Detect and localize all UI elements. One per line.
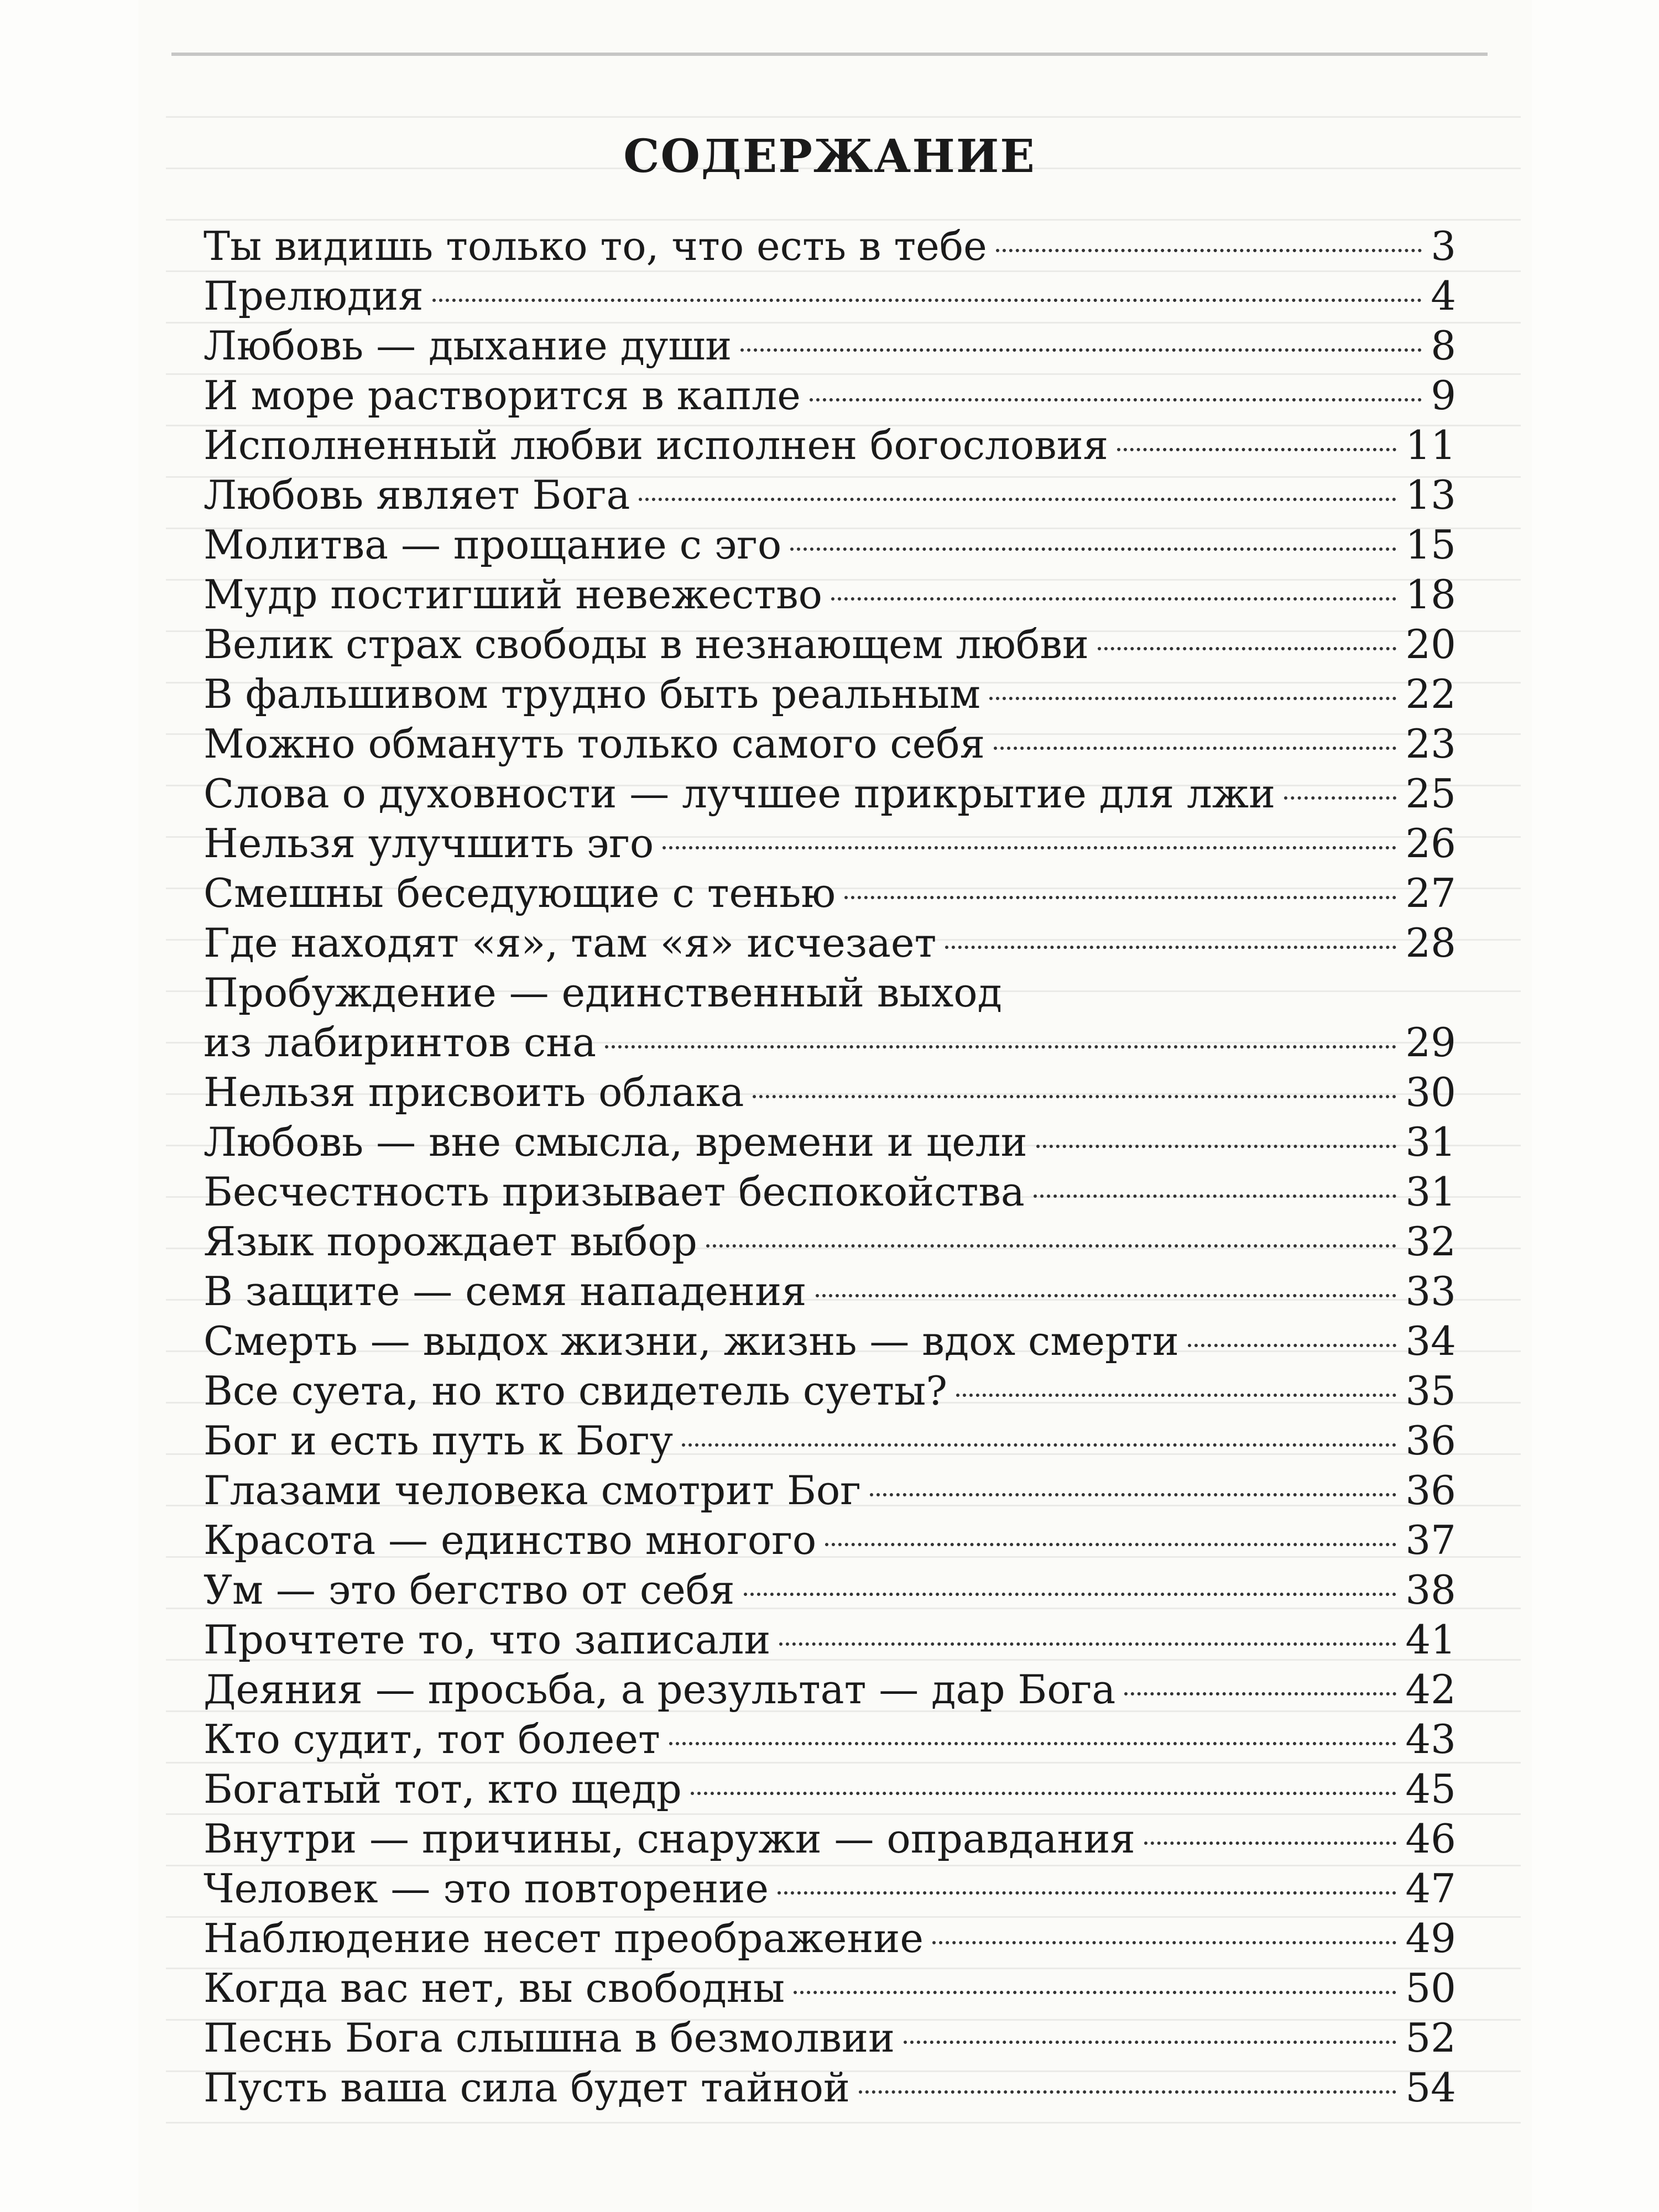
toc-entry-page: 11	[1405, 422, 1456, 468]
dot-leader	[870, 1493, 1396, 1496]
toc-entry-title: Можно обмануть только самого себя	[204, 721, 985, 767]
toc-entry-page: 8	[1431, 322, 1456, 369]
toc-entry-title: Человек — это повторение	[204, 1865, 769, 1912]
dot-leader	[790, 547, 1396, 551]
toc-entry-title: Все суета, но кто свидетель суеты?	[204, 1368, 947, 1414]
toc-entry	[204, 1615, 1456, 1665]
dot-leader	[904, 2041, 1396, 2044]
toc-entry-title: Мудр постигший невежество	[204, 571, 823, 618]
toc-entry-page: 13	[1405, 472, 1456, 518]
toc-entry	[204, 371, 1456, 420]
dot-leader	[1117, 448, 1396, 451]
toc-entry	[204, 1515, 1456, 1565]
toc-entry-page: 38	[1405, 1567, 1456, 1613]
dot-leader	[662, 846, 1396, 849]
toc-entry-title: Любовь — вне смысла, времени и цели	[204, 1119, 1027, 1165]
toc-entry-page: 29	[1405, 1019, 1456, 1066]
dot-leader	[605, 1045, 1396, 1048]
toc-entry-title: Наблюдение несет преображение	[204, 1915, 924, 1961]
toc-entry-title: Глазами человека смотрит Бог	[204, 1467, 861, 1514]
dot-leader	[669, 1742, 1397, 1745]
toc-entry-title: Внутри — причины, снаружи — оправдания	[204, 1815, 1135, 1862]
toc-entry	[204, 221, 1456, 271]
toc-entry	[204, 1864, 1456, 1913]
dot-leader	[794, 1991, 1396, 1994]
toc-entry-page: 15	[1405, 521, 1456, 568]
toc-entry	[204, 818, 1456, 868]
dot-leader	[859, 2090, 1396, 2094]
toc-entry-title: Богатый тот, кто щедр	[204, 1766, 682, 1812]
toc-entry-title: И море растворится в капле	[204, 372, 801, 419]
toc-entry	[204, 1416, 1456, 1465]
toc-entry-page: 34	[1405, 1318, 1456, 1364]
toc-entry-title: Смешны беседующие с тенью	[204, 870, 836, 916]
toc-entry-page: 25	[1405, 770, 1456, 817]
dot-leader	[744, 1593, 1397, 1596]
toc-entry-page: 32	[1405, 1218, 1456, 1265]
toc-entry	[204, 1665, 1456, 1714]
dot-leader	[989, 697, 1396, 700]
toc-entry-title: Песнь Бога слышна в безмолвии	[204, 2015, 895, 2061]
toc-entry-title: Где находят «я», там «я» исчезает	[204, 920, 937, 966]
toc-entry-page: 37	[1405, 1517, 1456, 1563]
toc-entry-page: 41	[1405, 1616, 1456, 1663]
dot-leader	[816, 1294, 1397, 1297]
toc-entry	[204, 570, 1456, 619]
toc-entry	[204, 1117, 1456, 1167]
toc-entry-title: Любовь — дыхание души	[204, 322, 732, 369]
dot-leader	[706, 1244, 1397, 1248]
toc-entry	[204, 1963, 1456, 2013]
toc-entry	[204, 1465, 1456, 1515]
toc-entry	[204, 1913, 1456, 1963]
dot-leader	[778, 1891, 1396, 1895]
dot-leader	[1098, 647, 1397, 650]
dot-leader	[996, 249, 1422, 252]
toc-entry	[204, 1217, 1456, 1266]
dot-leader	[810, 398, 1422, 401]
toc-entry-page: 28	[1405, 920, 1456, 966]
toc-entry	[204, 968, 1456, 1018]
toc-entry-page: 49	[1405, 1915, 1456, 1961]
toc-entry-title: Деяния — просьба, а результат — дар Бога	[204, 1666, 1116, 1713]
toc-entry-page: 30	[1405, 1069, 1456, 1115]
toc-entry-page: 3	[1431, 223, 1456, 269]
toc-entry-page: 45	[1405, 1766, 1456, 1812]
toc-entry-page: 33	[1405, 1268, 1456, 1314]
toc-entry	[204, 868, 1456, 918]
toc-entry-title: Слова о духовности — лучшее прикрытие для лжи	[204, 770, 1276, 817]
toc-entry-title: В защите — семя нападения	[204, 1268, 807, 1314]
toc-entry	[204, 669, 1456, 719]
toc-entry-page: 31	[1405, 1119, 1456, 1165]
toc-entry-title: Нельзя улучшить эго	[204, 820, 654, 867]
toc-entry-page: 31	[1405, 1168, 1456, 1215]
dot-leader	[639, 498, 1396, 501]
toc-entry	[204, 2063, 1456, 2112]
dot-leader	[1284, 796, 1396, 800]
header-rule	[171, 53, 1488, 56]
toc-entry-title: Исполненный любви исполнен богословия	[204, 422, 1109, 468]
dot-leader	[994, 747, 1396, 750]
dot-leader	[956, 1394, 1396, 1397]
toc-entry-page: 36	[1405, 1417, 1456, 1464]
dot-leader	[831, 597, 1396, 601]
toc-entry-title: Прелюдия	[204, 273, 424, 319]
toc-entry-title: Язык порождает выбор	[204, 1218, 697, 1265]
toc-entry	[204, 520, 1456, 570]
dot-leader	[945, 946, 1396, 949]
toc-entry-title: Смерть — выдох жизни, жизнь — вдох смерти	[204, 1318, 1179, 1364]
toc-entry	[204, 918, 1456, 968]
toc-entry	[204, 619, 1456, 669]
toc-entry-title: Прочтете то, что записали	[204, 1616, 771, 1663]
toc-entry-page: 47	[1405, 1865, 1456, 1912]
toc-entry-page: 35	[1405, 1368, 1456, 1414]
toc-entry	[204, 1067, 1456, 1117]
toc-entry	[204, 1018, 1456, 1067]
toc-entry	[204, 1316, 1456, 1366]
toc-entry	[204, 470, 1456, 520]
toc-entry	[204, 719, 1456, 769]
toc-entry	[204, 1366, 1456, 1416]
toc-entry-title: Бесчестность призывает беспокойства	[204, 1168, 1025, 1215]
dot-leader	[432, 299, 1422, 302]
toc-entry	[204, 1167, 1456, 1217]
toc-entry	[204, 1764, 1456, 1814]
toc-entry-page: 42	[1405, 1666, 1456, 1713]
toc-entry	[204, 271, 1456, 321]
toc-entry-title: Велик страх свободы в незнающем любви	[204, 621, 1089, 667]
dot-leader	[691, 1792, 1397, 1795]
toc-entry-page: 18	[1405, 571, 1456, 618]
toc-entry-title: Бог и есть путь к Богу	[204, 1417, 674, 1464]
toc-entry	[204, 1565, 1456, 1615]
toc-entry-title: Пусть ваша сила будет тайной	[204, 2064, 850, 2111]
toc-entry	[204, 1814, 1456, 1864]
dot-leader	[753, 1095, 1396, 1098]
dot-leader	[1188, 1344, 1397, 1347]
toc-entry-page: 36	[1405, 1467, 1456, 1514]
toc-entry-page: 50	[1405, 1965, 1456, 2011]
toc-entry-title: из лабиринтов сна	[204, 1019, 597, 1066]
toc-entry-page: 46	[1405, 1815, 1456, 1862]
table-of-contents	[204, 221, 1456, 2112]
toc-entry-title: Молитва — прощание с эго	[204, 521, 782, 568]
toc-entry-page: 4	[1431, 273, 1456, 319]
toc-entry-title: Нельзя присвоить облака	[204, 1069, 744, 1115]
toc-entry	[204, 769, 1456, 818]
toc-entry-title: Красота — единство многого	[204, 1517, 817, 1563]
toc-entry-title: Пробуждение — единственный выход	[204, 969, 1002, 1016]
toc-entry-title: Когда вас нет, вы свободны	[204, 1965, 785, 2011]
dot-leader	[825, 1543, 1396, 1546]
dot-leader	[844, 896, 1396, 899]
toc-entry-page: 23	[1405, 721, 1456, 767]
toc-title: СОДЕРЖАНИЕ	[623, 130, 1036, 183]
toc-entry	[204, 1714, 1456, 1764]
toc-entry-page: 9	[1431, 372, 1456, 419]
toc-entry-page: 27	[1405, 870, 1456, 916]
toc-entry	[204, 1266, 1456, 1316]
dot-leader	[1034, 1194, 1397, 1198]
toc-entry	[204, 2013, 1456, 2063]
toc-entry	[204, 321, 1456, 371]
toc-entry	[204, 420, 1456, 470]
toc-entry-page: 43	[1405, 1716, 1456, 1762]
show-through-line	[166, 66, 1521, 118]
dot-leader	[1036, 1145, 1397, 1148]
toc-entry-title: Любовь являет Бога	[204, 472, 630, 518]
toc-entry-page: 20	[1405, 621, 1456, 667]
dot-leader	[682, 1443, 1396, 1447]
toc-entry-page: 54	[1405, 2064, 1456, 2111]
dot-leader	[932, 1941, 1396, 1944]
toc-entry-title: Ты видишь только то, что есть в тебе	[204, 223, 987, 269]
toc-entry-title: В фальшивом трудно быть реальным	[204, 671, 980, 717]
dot-leader	[1124, 1692, 1396, 1695]
dot-leader	[740, 348, 1422, 352]
toc-entry-page: 52	[1405, 2015, 1456, 2061]
dot-leader	[779, 1642, 1396, 1646]
dot-leader	[1144, 1841, 1396, 1845]
toc-entry-title: Кто судит, тот болеет	[204, 1716, 660, 1762]
toc-entry-page: 26	[1405, 820, 1456, 867]
toc-entry-title: Ум — это бегство от себя	[204, 1567, 735, 1613]
toc-entry-page: 22	[1405, 671, 1456, 717]
